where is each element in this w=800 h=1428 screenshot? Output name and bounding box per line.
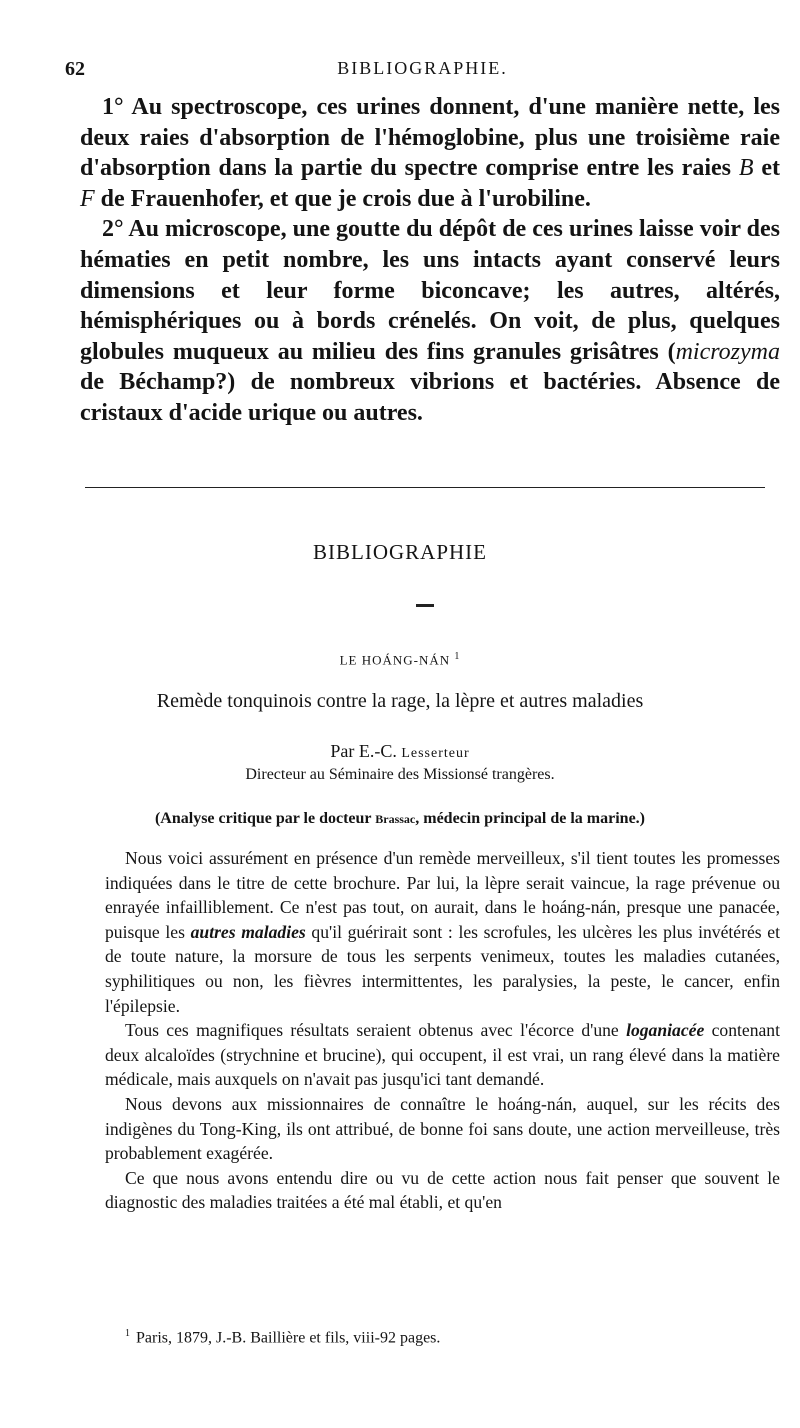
paragraph: Nous devons aux missionnaires de connaître le hoáng-nán, auquel, sur les récits des indigènes du Tong-King, ils ont attribué, de bonne foi sans doute, une action merveilleuse, très probablement exagérée. xyxy=(105,1093,780,1164)
paragraph: Ce que nous avons entendu dire ou vu de cette action nous fait penser que souvent le diagnostic des maladies traitées a été mal établi, et qu'en xyxy=(105,1167,780,1213)
continued-text xyxy=(80,92,780,429)
subject-title: LE HOÁNG-NÁN $^1$ xyxy=(339,651,461,668)
paragraph-microscope: 2° Au microscope, une goutte du dépôt de ces urines laisse voir des hématies en petit nombre, les uns intacts ayant conservé leurs dimensions et leur forme biconcave; les autres, altérés, hémisphériques ou à bords crénelés. On voit, de plus, quelques globules muqueux au milieu des fins granules grisâtres (microzyma de Béchamp?) de nombreux vibrions et bactéries. Absence de cristaux d'acide urique ou autres. xyxy=(80,216,780,426)
author-name: Lesserteur xyxy=(401,746,470,761)
section-divider xyxy=(85,487,765,488)
footnote-marker: 1 xyxy=(454,651,461,662)
reviewer-name: Brassac xyxy=(375,812,416,826)
paragraph: Tous ces magnifiques résultats seraient obtenus avec l'écorce d'une loganiacée contenant deux alcaloïdes (strychnine et brucine), qui occupent, il est vrai, un rang élevé dans la matière médicale, mais auxquels on n'avait pas jusqu'ici tant demandé. xyxy=(105,1020,780,1090)
analysis-note: (Analyse critique par le docteur Brassac, médecin principal de la marine.) xyxy=(154,810,646,827)
title-dash xyxy=(416,604,434,607)
paragraph-spectroscope: 1° Au spectroscope, ces urines donnent, d'une manière nette, les deux raies d'absorption de l'hémoglobine, plus une troisième raie d'absorption dans la partie du spectre comprise entre les raies B et F de Frauenhofer, et que je crois due à l'urobiline. xyxy=(80,94,780,212)
subtitle: Remède tonquinois contre la rage, la lèpre et autres maladies xyxy=(156,690,644,712)
footnote-number: 1 xyxy=(125,1328,130,1339)
section-title: BIBLIOGRAPHIE xyxy=(313,540,487,564)
affiliation: Directeur au Séminaire des Missionsé trangères. xyxy=(245,766,555,783)
footnote-text: Paris, 1879, J.-B. Baillière et fils, viii-92 pages. xyxy=(136,1329,441,1347)
running-title: BIBLIOGRAPHIE. xyxy=(337,58,508,78)
footnote xyxy=(125,1328,440,1347)
running-head xyxy=(65,58,780,88)
byline: Par E.-C. Lesserteur xyxy=(330,741,470,761)
paragraph: Nous voici assurément en présence d'un remède merveilleux, s'il tient toutes les promesses indiquées dans le titre de cette brochure. Par lui, la lèpre serait vaincue, la rage prévenue ou enrayée infailliblement. Ce n'est pas tout, on aurait, dans le hoáng-nán, presque une panacée, puisque les autres maladies qu'il guérirait sont : les scrofules, les ulcères les plus invétérés et de toute nature, la morsure de tous les serpents venimeux, toutes les maladies cutanées, syphilitiques ou non, les fièvres intermittentes, les paralysies, la peste, le cancer, enfin l'épilepsie. xyxy=(105,848,780,1016)
page-number: 62 xyxy=(65,58,85,80)
review-body xyxy=(105,846,780,1215)
